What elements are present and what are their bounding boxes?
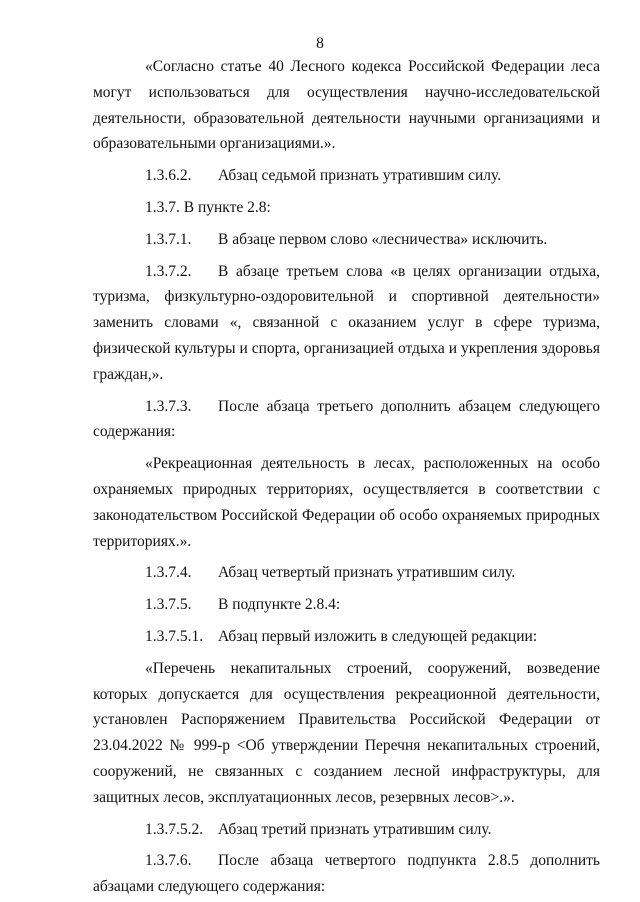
item-1-3-7-5 — [93, 592, 600, 618]
item-number: 1.3.7.5.1. — [145, 627, 204, 645]
item-number: 1.3.7.4. — [145, 564, 192, 582]
item-text: В абзаце третьем слова «в целях организации отдыха, туризма, физкультурно-оздоровительной и спортивной деятельности» заменить словами «, связанной с оказанием услуг в сфере туризма, физической культуры и спорта, организацией отдыха и укрепления здоровья граждан,». — [93, 262, 600, 383]
item-1-3-7-2 — [93, 259, 600, 388]
item-text: Абзац первый изложить в следующей редакции: — [218, 627, 538, 645]
item-text: После абзаца третьего дополнить абзацем следующего содержания: — [93, 397, 600, 441]
item-1-3-7-6 — [93, 848, 600, 900]
page-number: 8 — [316, 35, 324, 52]
item-1-3-6-2 — [93, 163, 600, 189]
item-text: После абзаца четвертого подпункта 2.8.5 дополнить абзацами следующего содержания: — [93, 852, 600, 896]
item-text: Абзац третий признать утратившим силу. — [218, 820, 492, 838]
item-number: 1.3.6.2. — [145, 167, 192, 185]
item-number: 1.3.7.2. — [145, 262, 192, 280]
item-1-3-7-5-1 — [93, 624, 600, 650]
item-1-3-7-3 — [93, 394, 600, 446]
item-number: 1.3.7.5.2. — [145, 820, 204, 838]
paragraph-quote-recreation: «Рекреационная деятельность в лесах, расположенных на особо охраняемых природных территориях, осуществляется в соответствии с законодательством Российской Федерации об особо охраняемых природных территориях.». — [93, 455, 600, 550]
item-1-3-7-4 — [93, 560, 600, 586]
item-number: 1.3.7.3. — [145, 397, 192, 415]
item-number: 1.3.7.5. — [145, 596, 192, 614]
item-text: Абзац четвертый признать утратившим силу. — [218, 564, 516, 582]
document-body — [93, 54, 600, 900]
item-text: В подпункте 2.8.4: — [218, 596, 341, 614]
paragraph-quote-structures-list: «Перечень некапитальных строений, сооружений, возведение которых допускается для осуществления рекреационной деятельности, установлен Распоряжением Правительства Российской Федерации от 23.04.2022 № 999-р <Об утверждении Перечня некапитальных строений, сооружений, не связанных с созданием лесной инфраструктуры, для защитных лесов, эксплуатационных лесов, резервных лесов>.». — [93, 659, 600, 806]
item-number: 1.3.7.6. — [145, 852, 192, 870]
item-text: Абзац седьмой признать утратившим силу. — [218, 167, 502, 185]
item-number: 1.3.7.1. — [145, 230, 192, 248]
item-1-3-7: 1.3.7. В пункте 2.8: — [145, 198, 271, 216]
item-text: В абзаце первом слово «лесничества» исключить. — [218, 230, 548, 248]
paragraph-quote-article-40: «Согласно статье 40 Лесного кодекса Российской Федерации леса могут использоваться для осуществления научно-исследовательской деятельности, образовательной деятельности научными организациями и образовательными организациями.». — [93, 58, 600, 153]
item-1-3-7-5-2 — [93, 817, 600, 843]
item-1-3-7-1 — [93, 227, 600, 253]
